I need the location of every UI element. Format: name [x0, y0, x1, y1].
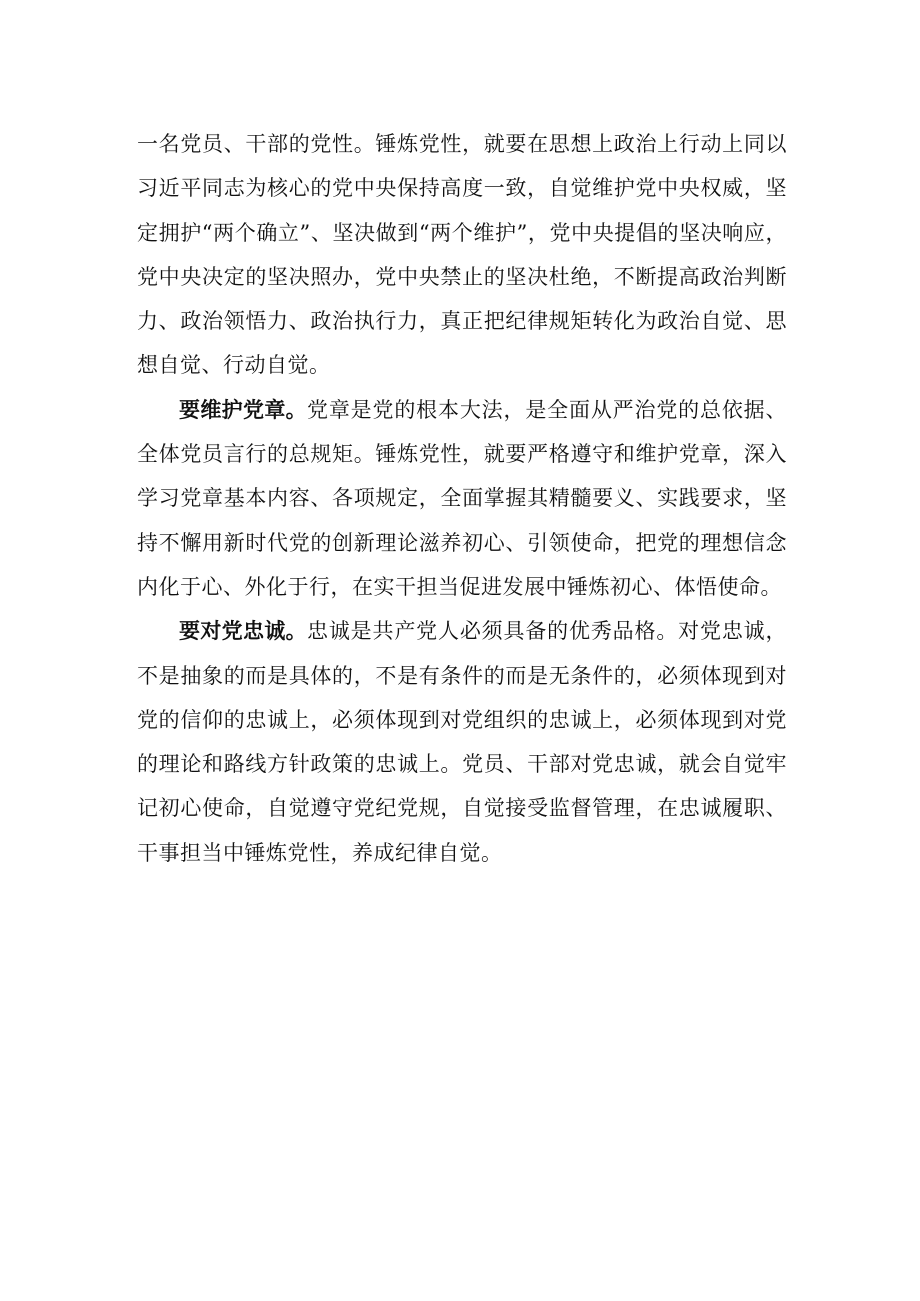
paragraph-2 — [137, 388, 787, 609]
paragraph-2-text: 党章是党的根本大法，是全面从严治党的总依据、全体党员言行的总规矩。锤炼党性，就要严格遵守和维护党章，深入学习党章基本内容、各项规定，全面掌握其精髓要义、实践要求，坚持不懈用新时代党的创新理论滋养初心、引领使命，把党的理想信念内化于心、外化于行，在实干担当促进发展中锤炼初心、体悟使命。 — [137, 397, 787, 599]
paragraph-2-heading: 要维护党章。 — [179, 397, 307, 422]
paragraph-1 — [137, 122, 787, 388]
paragraph-3 — [137, 609, 787, 875]
paragraph-3-text: 忠诚是共产党人必须具备的优秀品格。对党忠诚，不是抽象的而是具体的，不是有条件的而是无条件的，必须体现到对党的信仰的忠诚上，必须体现到对党组织的忠诚上，必须体现到对党的理论和路线方针政策的忠诚上。党员、干部对党忠诚，就会自觉牢记初心使命，自觉遵守党纪党规，自觉接受监督管理，在忠诚履职、干事担当中锤炼党性，养成纪律自觉。 — [137, 619, 787, 865]
document-body — [137, 122, 787, 875]
paragraph-1-text: 一名党员、干部的党性。锤炼党性，就要在思想上政治上行动上同以习近平同志为核心的党中央保持高度一致，自觉维护党中央权威，坚定拥护“两个确立”、坚决做到“两个维护”，党中央提倡的坚决响应，党中央决定的坚决照办，党中央禁止的坚决杜绝，不断提高政治判断力、政治领悟力、政治执行力，真正把纪律规矩转化为政治自觉、思想自觉、行动自觉。 — [137, 132, 787, 378]
paragraph-3-heading: 要对党忠诚。 — [179, 619, 307, 644]
